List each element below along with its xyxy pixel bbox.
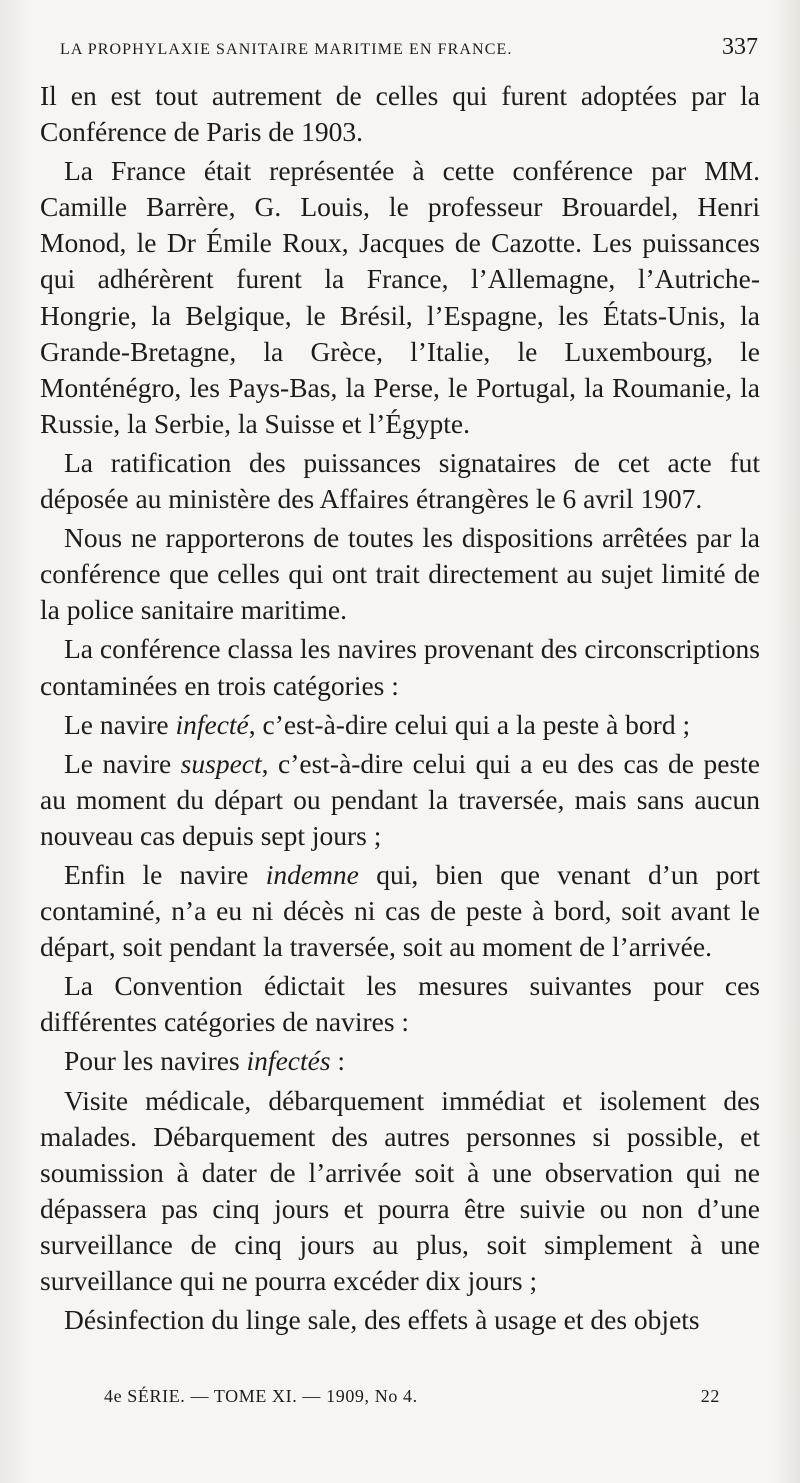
italic-term: suspect <box>180 747 262 779</box>
signature-number: 22 <box>700 1386 720 1406</box>
paragraph-text: La conférence classa les navires provenant des circonscriptions contaminées en trois catégories : <box>40 633 760 701</box>
paragraph-text: Nous ne rapporterons de toutes les dispositions arrêtées par la conférence que celles qui ont trait directement au sujet limité de la police sanitaire maritime. <box>40 522 760 626</box>
paragraph <box>40 857 760 965</box>
paragraph-text: Il en est tout autrement de celles qui furent adoptées par la Conférence de Paris de 1903. <box>40 80 760 148</box>
paragraph <box>40 631 760 703</box>
paragraph-text: , c’est-à-dire celui qui a la peste à bord ; <box>248 708 691 740</box>
italic-term: indemne <box>265 858 359 890</box>
paragraph-text: La ratification des puissances signataires de cet acte fut déposée au ministère des Affaires étrangères le 6 avril 1907. <box>40 446 760 515</box>
paragraph <box>40 445 760 517</box>
running-title: LA PROPHYLAXIE SANITAIRE MARITIME EN FRANCE. <box>60 41 513 58</box>
paragraph-text: Pour les navires <box>64 1045 247 1077</box>
page-footer <box>104 1386 720 1407</box>
paragraph <box>40 78 760 150</box>
series-volume-line: 4e SÉRIE. — TOME XI. — 1909, No 4. <box>104 1386 418 1406</box>
paragraph-text: Désinfection du linge sale, des effets à usage et des objets <box>64 1304 700 1336</box>
paragraph-text: , c’est-à-dire celui qui a eu des cas de peste au moment du départ ou pendant la traversée, mais sans aucun nouveau cas depuis sept jours ; <box>40 747 760 851</box>
paragraph <box>40 1302 760 1338</box>
paragraph <box>40 1043 760 1079</box>
paragraph <box>40 968 760 1040</box>
paragraph-text: Visite médicale, débarquement immédiat et isolement des malades. Débarquement des autres personnes si possible, et soumission à dater de l’arrivée soit à une observation qui ne dépassera pas cinq jours et pourra être suivie ou non d’une surveillance de cinq jours au plus, soit simplement à une surveillance qui ne pourra excéder dix jours ; <box>40 1084 760 1296</box>
paragraph <box>40 1083 760 1300</box>
page-number: 337 <box>722 34 758 60</box>
italic-term: infecté <box>175 708 249 740</box>
running-head <box>60 34 758 61</box>
paragraph-text: Le navire <box>64 708 176 740</box>
italic-term: infectés <box>246 1045 331 1077</box>
paragraph-text: La France était représentée à cette conférence par MM. Camille Barrère, G. Louis, le professeur Brouardel, Henri Monod, le Dr Émile Roux, Jacques de Cazotte. Les puissances qui adhérèrent furent la France, l’Allemagne, l’Autriche-Hongrie, la Belgique, le Brésil, l’Espagne, les États-Unis, la Grande-Bretagne, la Grèce, l’Italie, le Luxembourg, le Monténégro, les Pays-Bas, la Perse, le Portugal, la Roumanie, la Russie, la Serbie, la Suisse et l’Égypte. <box>40 155 760 439</box>
paragraph <box>40 153 760 442</box>
body-text <box>40 78 760 1341</box>
paragraph-text: Enfin le navire <box>64 858 266 890</box>
paragraph-text: : <box>330 1045 346 1077</box>
paragraph <box>40 746 760 854</box>
paragraph-text: La Convention édictait les mesures suivantes pour ces différentes catégories de navires : <box>40 970 760 1038</box>
paragraph-text: qui, bien que venant d’un port contaminé, n’a eu ni décès ni cas de peste à bord, soit avant le départ, soit pendant la traversée, soit au moment de l’arrivée. <box>40 858 760 963</box>
paragraph <box>40 520 760 628</box>
paragraph <box>40 707 760 743</box>
paragraph-text: Le navire <box>64 747 181 779</box>
